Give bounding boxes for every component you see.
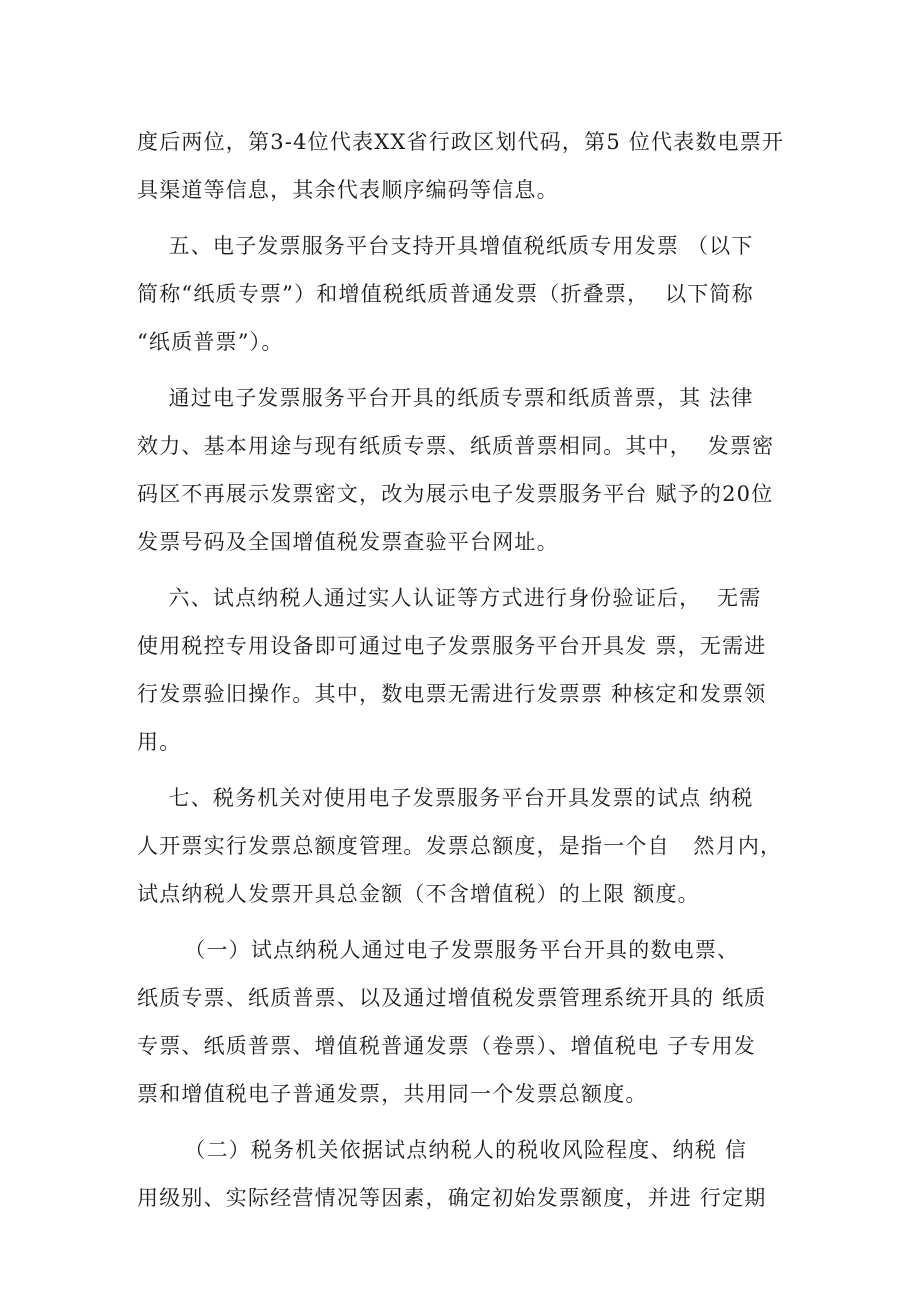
text-line: 发票号码及全国增值税发票查验平台网址。 <box>137 530 559 554</box>
text-line: 六、试点纳税人通过实人认证等方式进行身份验证后， 无需 <box>137 586 762 610</box>
text-line: 专票、纸质普票、增值税普通发票（卷票）、增值税电 子专用发 <box>137 1034 756 1058</box>
text-line: 用。 <box>137 730 182 754</box>
text-line: 具渠道等信息，其余代表顺序编码等信息。 <box>137 178 559 202</box>
text-line: 简称“纸质专票”）和增值税纸质普通发票（折叠票， 以下简称 <box>137 282 754 306</box>
paragraph-gap <box>137 566 797 574</box>
text-line: 纸质专票、纸质普票、以及通过增值税发票管理系统开具的 纸质 <box>137 986 767 1010</box>
text-line: 通过电子发票服务平台开具的纸质专票和纸质普票，其 法律 <box>137 386 754 410</box>
text-line: 人开票实行发票总额度管理。发票总额度，是指一个自 然月内， <box>137 834 783 858</box>
text-line: 用级别、实际经营情况等因素，确定初始发票额度，并进 行定期 <box>137 1186 767 1210</box>
paragraph-gap <box>137 766 797 774</box>
paragraph-gap <box>137 918 797 926</box>
text-line: 码区不再展示发票密文，改为展示电子发票服务平台 赋予的20位 <box>137 482 774 506</box>
text-line: “纸质普票”）。 <box>137 330 284 354</box>
text-line: 票和增值税电子普通发票，共用同一个发票总额度。 <box>137 1082 648 1106</box>
text-line: （二）税务机关依据试点纳税人的税收风险程度、纳税 信 <box>137 1138 748 1162</box>
text-line: 五、电子发票服务平台支持开具增值税纸质专用发票 （以下 <box>137 234 754 258</box>
text-line: 行发票验旧操作。其中，数电票无需进行发票票 种核定和发票领 <box>137 682 767 706</box>
paragraph-gap <box>137 1118 797 1126</box>
text-line: 七、税务机关对使用电子发票服务平台开具发票的试点 纳税 <box>137 786 754 810</box>
text-line: （一）试点纳税人通过电子发票服务平台开具的数电票、 <box>137 938 740 962</box>
paragraph-gap <box>137 366 797 374</box>
text-line: 使用税控专用设备即可通过电子发票服务平台开具发 票，无需进 <box>137 634 767 658</box>
text-line: 试点纳税人发票开具总金额（不含增值税）的上限 额度。 <box>137 882 700 906</box>
text-line: 度后两位，第3-4位代表XX省行政区划代码，第5 位代表数电票开 <box>137 130 785 154</box>
paragraph-gap <box>137 214 797 222</box>
document-body <box>137 118 797 1222</box>
text-line: 效力、基本用途与现有纸质专票、纸质普票相同。其中， 发票密 <box>137 434 775 458</box>
